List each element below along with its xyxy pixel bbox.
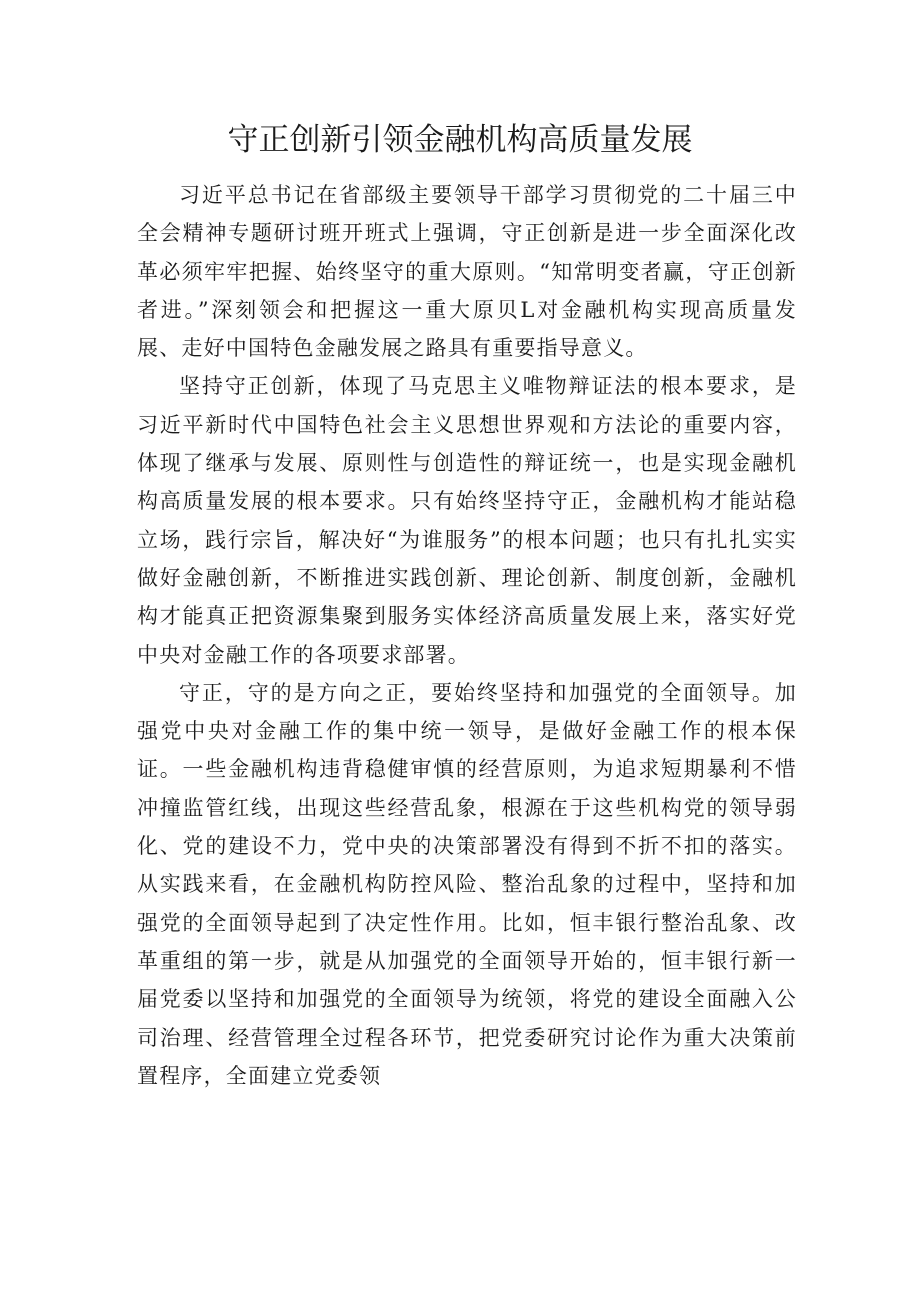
paragraph-1: 习近平总书记在省部级主要领导干部学习贯彻党的二十届三中全会精神专题研讨班开班式上强调，守正创新是进一步全面深化改革必须牢牢把握、始终坚守的重大原则。“知常明变者赢，守正创新者进。”深刻领会和把握这一重大原贝L对金融机构实现高质量发展、走好中国特色金融发展之路具有重要指导意义。 bbox=[137, 183, 797, 361]
document-body bbox=[137, 176, 797, 1095]
paragraph-2: 坚持守正创新，体现了马克思主义唯物辩证法的根本要求，是习近平新时代中国特色社会主义思想世界观和方法论的重要内容，体现了继承与发展、原则性与创造性的辩证统一，也是实现金融机构高质量发展的根本要求。只有始终坚持守正，金融机构才能站稳立场，践行宗旨，解决好“为谁服务”的根本问题；也只有扎扎实实做好金融创新，不断推进实践创新、理论创新、制度创新，金融机构才能真正把资源集聚到服务实体经济高质量发展上来，落实好党中央对金融工作的各项要求部署。 bbox=[137, 374, 797, 667]
paragraph-3: 守正，守的是方向之正，要始终坚持和加强党的全面领导。加强党中央对金融工作的集中统一领导，是做好金融工作的根本保证。一些金融机构违背稳健审慎的经营原则，为追求短期暴利不惜冲撞监管红线，出现这些经营乱象，根源在于这些机构党的领导弱化、党的建设不力，党中央的决策部署没有得到不折不扣的落实。从实践来看，在金融机构防控风险、整治乱象的过程中，坚持和加强党的全面领导起到了决定性作用。比如，恒丰银行整治乱象、改革重组的第一步，就是从加强党的全面领导开始的，恒丰银行新一届党委以坚持和加强党的全面领导为统领，将党的建设全面融入公司治理、经营管理全过程各环节，把党委研究讨论作为重大决策前置程序，全面建立党委领 bbox=[137, 680, 797, 1088]
document-title: 守正创新引领金融机构高质量发展 bbox=[227, 122, 693, 158]
